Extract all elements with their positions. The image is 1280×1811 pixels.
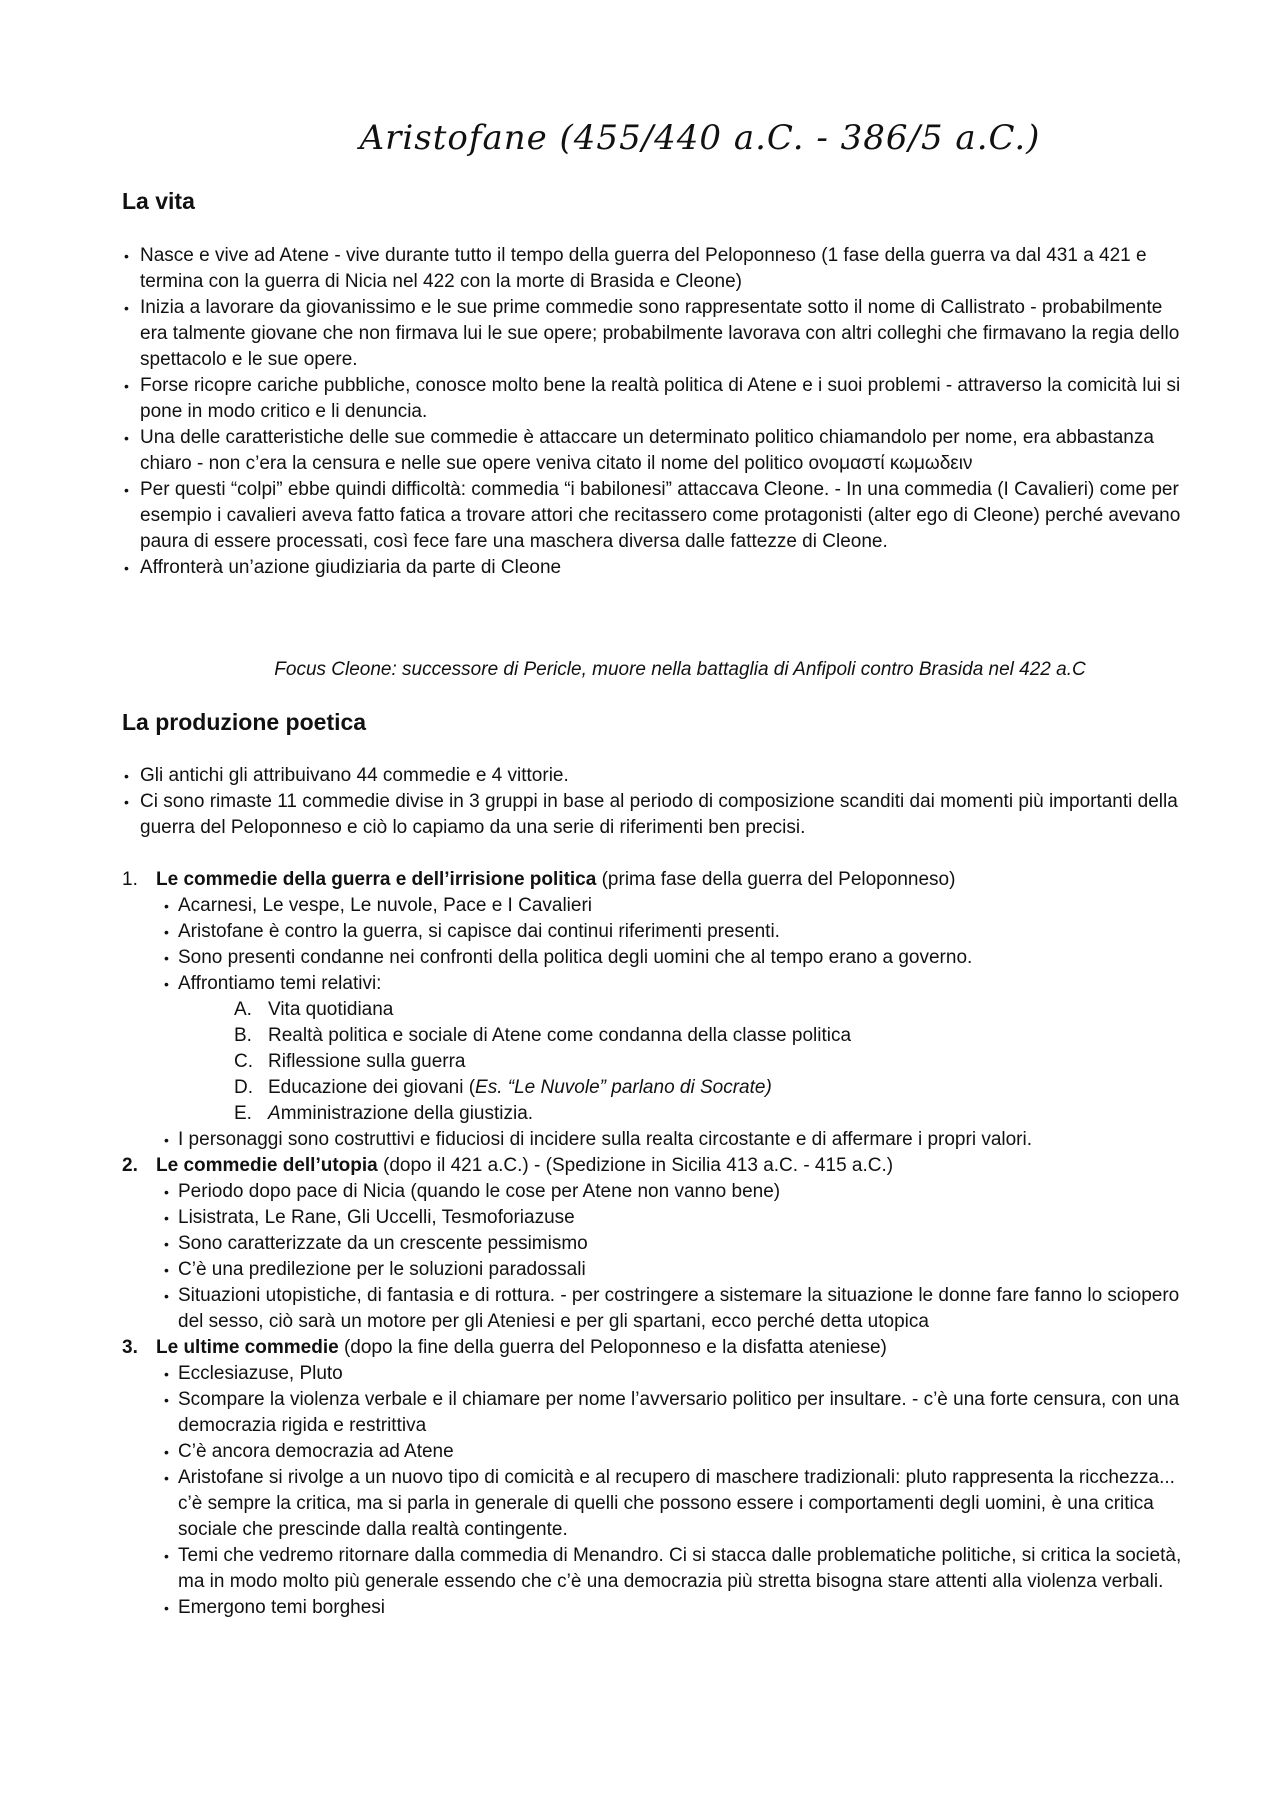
theme-text: Educazione dei giovani ( [268, 1077, 476, 1098]
list-item: • C’è una predilezione per le soluzioni paradossali [162, 1257, 1182, 1283]
produzione-list [122, 763, 1182, 841]
group-2-bullets [156, 1179, 1182, 1335]
theme-italic: Es. “Le Nuvole” parlano di Socrate) [475, 1077, 772, 1098]
theme-letter: D. [234, 1077, 253, 1098]
group-subtitle: (prima fase della guerra del Peloponneso) [596, 869, 956, 890]
list-item: • C’è ancora democrazia ad Atene [162, 1439, 1182, 1465]
focus-note: Focus Cleone: successore di Pericle, muore nella battaglia di Anfipoli contro Brasida nel 422 a.C [274, 659, 1086, 680]
theme-item [234, 1049, 1182, 1075]
theme-item [234, 1023, 1182, 1049]
group-1 [122, 867, 1182, 1153]
group-3-bullets [156, 1361, 1182, 1621]
list-item: • Emergono temi borghesi [162, 1595, 1182, 1621]
list-item: • Aristofane si rivolge a un nuovo tipo di comicità e al recupero di maschere tradizionali: pluto rappresenta la ricchezza... c’è sempre la critica, ma si parla in generale di quelli che possono essere i comportamenti degli uomini, è una critica sociale che prescinde dalla realtà contingente. [162, 1465, 1182, 1543]
list-item: • Situazioni utopistiche, di fantasia e di rottura. - per costringere a sistemare la situazione le donne fare fanno lo sciopero del sesso, ciò sarà un motore per gli Ateniesi e per gli spartani, ecco perché detta utopica [162, 1283, 1182, 1335]
theme-item [234, 1101, 1182, 1127]
page-title: Aristofane (455/440 a.C. - 386/5 a.C.) [359, 118, 1041, 158]
list-item: • Sono caratterizzate da un crescente pessimismo [162, 1231, 1182, 1257]
section-heading-produzione: La produzione poetica [122, 709, 367, 735]
theme-text: Vita quotidiana [268, 999, 394, 1020]
list-item: • Temi che vedremo ritornare dalla commedia di Menandro. Ci si stacca dalle problematiche politiche, si critica la società, ma in modo molto più generale essendo che c’è una democrazia più stretta bisogna stare attenti alla violenza verbali. [162, 1543, 1182, 1595]
list-item: • Sono presenti condanne nei confronti della politica degli uomini che al tempo erano a governo. [162, 945, 1182, 971]
list-item: • Scompare la violenza verbale e il chiamare per nome l’avversario politico per insultare. - c’è una forte censura, con una democrazia rigida e restrittiva [162, 1387, 1182, 1439]
list-item: • Forse ricopre cariche pubbliche, conosce molto bene la realtà politica di Atene e i suoi problemi - attraverso la comicità lui si pone in modo critico e li denuncia. [122, 373, 1182, 425]
theme-letter: B. [234, 1025, 252, 1046]
group-3 [122, 1335, 1182, 1621]
group-1-bullets [156, 893, 1182, 997]
group-number: 2. [122, 1155, 138, 1176]
list-item: • Affronterà un’azione giudiziaria da parte di Cleone [122, 555, 1182, 581]
theme-letter: C. [234, 1051, 253, 1072]
vita-list [122, 243, 1182, 581]
group-title: Le commedie dell’utopia [156, 1155, 378, 1176]
list-item: • I personaggi sono costruttivi e fiduciosi di incidere sulla realta circostante e di affermare i propri valori. [162, 1127, 1182, 1153]
list-item: • Gli antichi gli attribuivano 44 commedie e 4 vittorie. [122, 763, 1182, 789]
list-item: • Lisistrata, Le Rane, Gli Uccelli, Tesmoforiazuse [162, 1205, 1182, 1231]
groups-list [122, 867, 1182, 1621]
section-heading-vita: La vita [122, 188, 195, 214]
group-title: Le commedie della guerra e dell’irrisione politica [156, 869, 597, 890]
theme-letter: E. [234, 1103, 252, 1124]
theme-item [234, 1075, 1182, 1101]
theme-italic-initial: A [268, 1103, 281, 1124]
group-number: 1. [122, 869, 138, 890]
theme-text: mministrazione della giustizia. [280, 1103, 534, 1124]
list-item: • Una delle caratteristiche delle sue commedie è attaccare un determinato politico chiamandolo per nome, era abbastanza chiaro - non c’era la censura e nelle sue opere veniva citato il nome del politico ονομαστί κωμωδειν [122, 425, 1182, 477]
group-number: 3. [122, 1337, 138, 1358]
theme-letter: A. [234, 999, 252, 1020]
theme-item [234, 997, 1182, 1023]
group-subtitle: (dopo la fine della guerra del Peloponneso e la disfatta ateniese) [338, 1337, 887, 1358]
list-item: • Ci sono rimaste 11 commedie divise in 3 gruppi in base al periodo di composizione scanditi dai momenti più importanti della guerra del Peloponneso e ciò lo capiamo da una serie di riferimenti ben precisi. [122, 789, 1182, 841]
list-item: • Acarnesi, Le vespe, Le nuvole, Pace e I Cavalieri [162, 893, 1182, 919]
theme-text: Riflessione sulla guerra [268, 1051, 466, 1072]
list-item: • Periodo dopo pace di Nicia (quando le cose per Atene non vanno bene) [162, 1179, 1182, 1205]
list-item: • Affrontiamo temi relativi: [162, 971, 1182, 997]
list-item: • Per questi “colpi” ebbe quindi difficoltà: commedia “i babilonesi” attaccava Cleone. - In una commedia (I Cavalieri) come per esempio i cavalieri aveva fatto fatica a trovare attori che recitassero come protagonisti (alter ego di Cleone) perché avevano paura di essere processati, così fece fare una maschera diversa dalle fattezze di Cleone. [122, 477, 1182, 555]
theme-text: Realtà politica e sociale di Atene come condanna della classe politica [268, 1025, 852, 1046]
list-item: • Aristofane è contro la guerra, si capisce dai continui riferimenti presenti. [162, 919, 1182, 945]
themes-list [156, 997, 1182, 1127]
list-item: • Ecclesiazuse, Pluto [162, 1361, 1182, 1387]
group-2 [122, 1153, 1182, 1335]
group-1-bullets-after [156, 1127, 1182, 1153]
group-subtitle: (dopo il 421 a.C.) - (Spedizione in Sicilia 413 a.C. - 415 a.C.) [377, 1155, 894, 1176]
list-item: • Inizia a lavorare da giovanissimo e le sue prime commedie sono rappresentate sotto il nome di Callistrato - probabilmente era talmente giovane che non firmava lui le sue opere; probabilmente lavorava con altri colleghi che firmavano la regia dello spettacolo e le sue opere. [122, 295, 1182, 373]
group-title: Le ultime commedie [156, 1337, 339, 1358]
list-item: • Nasce e vive ad Atene - vive durante tutto il tempo della guerra del Peloponneso (1 fase della guerra va dal 431 a 421 e termina con la guerra di Nicia nel 422 con la morte di Brasida e Cleone) [122, 243, 1182, 295]
